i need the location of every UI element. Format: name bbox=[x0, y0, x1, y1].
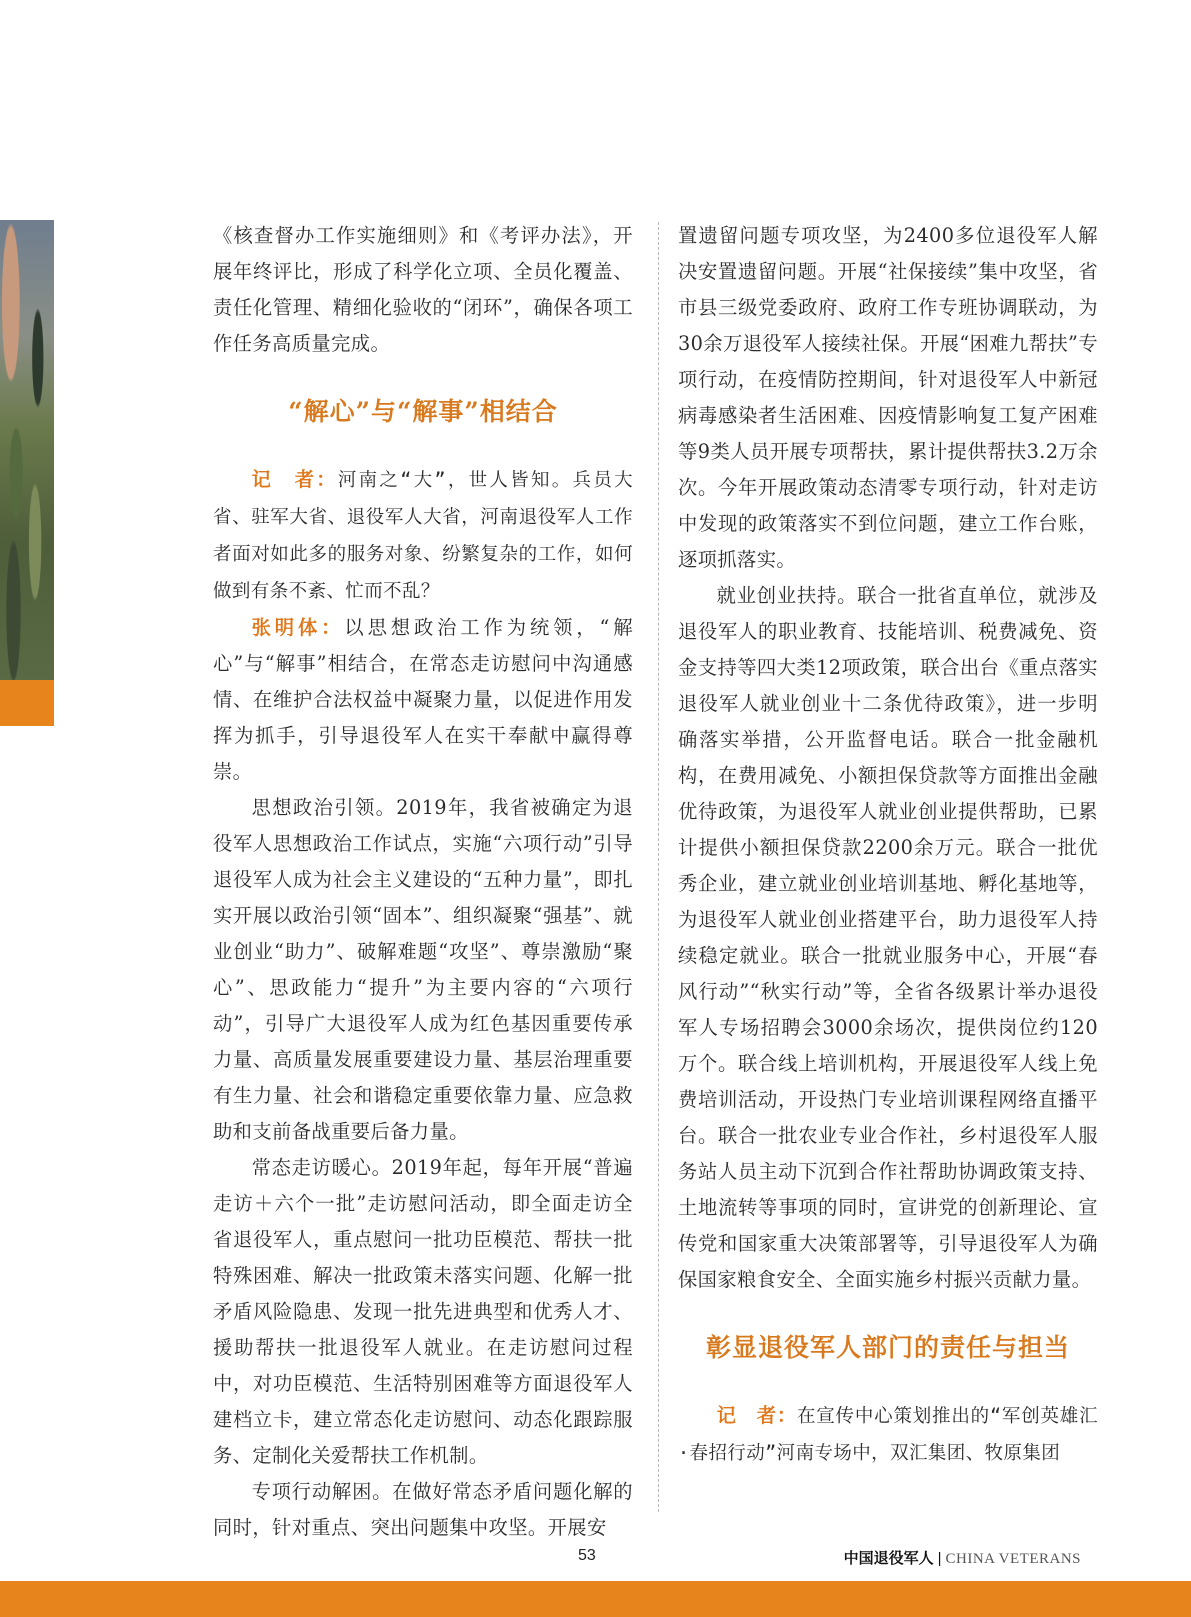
page-number: 53 bbox=[578, 1547, 596, 1564]
left-column bbox=[213, 218, 633, 1546]
column-divider bbox=[658, 222, 659, 1512]
cover-photo-fragment bbox=[0, 220, 54, 680]
paragraph: 思想政治引领。2019年，我省被确定为退役军人思想政治工作试点，实施“六项行动”引导退役军人成为社会主义建设的“五种力量”，即扎实开展以政治引领“固本”、组织凝聚“强基”、就业创业“助力”、破解难题“攻坚”、尊崇激励“聚心”、思政能力“提升”为主要内容的“六项行动”，引导广大退役军人成为红色基因重要传承力量、高质量发展重要建设力量、基层治理重要有生力量、社会和谐稳定重要依靠力量、应急救助和支前备战重要后备力量。 bbox=[213, 796, 633, 1143]
question-label: 记 者： bbox=[716, 1404, 797, 1427]
magazine-name-en: CHINA VETERANS bbox=[945, 1551, 1081, 1567]
magazine-name-cn: 中国退役军人 bbox=[843, 1550, 934, 1567]
magazine-brand bbox=[844, 1547, 1081, 1568]
paragraph: 专项行动解困。在做好常态矛盾问题化解的同时，针对重点、突出问题集中攻坚。开展安 bbox=[213, 1480, 633, 1539]
answer-text: 以思想政治工作为统领，“解心”与“解事”相结合，在常态走访慰问中沟通感情、在维护合法权益中凝聚力量，以促进作用发挥为抓手，引导退役军人在实干奉献中赢得尊崇。 bbox=[213, 616, 633, 783]
section-heading: “解心”与“解事”相结合 bbox=[288, 397, 558, 426]
orange-accent-block bbox=[0, 680, 54, 726]
question-label: 记 者： bbox=[251, 468, 338, 491]
section-heading: 彰显退役军人部门的责任与担当 bbox=[705, 1333, 1070, 1362]
paragraph: 置遗留问题专项攻坚，为2400多位退役军人解决安置遗留问题。开展“社保接续”集中攻坚，省市县三级党委政府、政府工作专班协调联动，为30余万退役军人接续社保。开展“困难九帮扶”专项行动，在疫情防控期间，针对退役军人中新冠病毒感染者生活困难、因疫情影响复工复产困难等9类人员开展专项帮扶，累计提供帮扶3.2万余次。今年开展政策动态清零专项行动，针对走访中发现的政策落实不到位问题，建立工作台账，逐项抓落实。 bbox=[678, 224, 1098, 571]
paragraph: 就业创业扶持。联合一批省直单位，就涉及退役军人的职业教育、技能培训、税费减免、资金支持等四大类12项政策，联合出台《重点落实退役军人就业创业十二条优待政策》，进一步明确落实举措，公开监督电话。联合一批金融机构，在费用减免、小额担保贷款等方面推出金融优待政策，为退役军人就业创业提供帮助，已累计提供小额担保贷款2200余万元。联合一批优秀企业，建立就业创业培训基地、孵化基地等，为退役军人就业创业搭建平台，助力退役军人持续稳定就业。联合一批就业服务中心，开展“春风行动”“秋实行动”等，全省各级累计举办退役军人专场招聘会3000余场次，提供岗位约120万个。联合线上培训机构，开展退役军人线上免费培训活动，开设热门专业培训课程网络直播平台。联合一批农业专业合作社，乡村退役军人服务站人员主动下沉到合作社帮助协调政策支持、土地流转等事项的同时，宣讲党的创新理论、宣传党和国家重大决策部署等，引导退役军人为确保国家粮食安全、全面实施乡村振兴贡献力量。 bbox=[678, 584, 1098, 1291]
paragraph: 《核查督办工作实施细则》和《考评办法》，开展年终评比，形成了科学化立项、全员化覆盖、责任化管理、精细化验收的“闭环”，确保各项工作任务高质量完成。 bbox=[213, 224, 633, 355]
question-text: 在宣传中心策划推出的“军创英雄汇·春招行动”河南专场中，双汇集团、牧原集团 bbox=[678, 1406, 1098, 1464]
answer-label: 张明体： bbox=[251, 616, 345, 639]
right-column bbox=[678, 218, 1098, 1472]
interview-question bbox=[678, 1398, 1098, 1472]
brand-separator: | bbox=[937, 1550, 942, 1567]
interview-answer bbox=[213, 610, 633, 790]
interview-question bbox=[213, 462, 633, 610]
footer-orange-bar bbox=[0, 1581, 1191, 1617]
question-text: 河南之“大”，世人皆知。兵员大省、驻军大省、退役军人大省，河南退役军人工作者面对如此多的服务对象、纷繁复杂的工作，如何做到有条不紊、忙而不乱？ bbox=[213, 470, 633, 602]
paragraph: 常态走访暖心。2019年起，每年开展“普遍走访＋六个一批”走访慰问活动，即全面走访全省退役军人，重点慰问一批功臣模范、帮扶一批特殊困难、解决一批政策未落实问题、化解一批矛盾风险隐患、发现一批先进典型和优秀人才、援助帮扶一批退役军人就业。在走访慰问过程中，对功臣模范、生活特别困难等方面退役军人建档立卡，建立常态化走访慰问、动态化跟踪服务、定制化关爱帮扶工作机制。 bbox=[213, 1156, 633, 1467]
